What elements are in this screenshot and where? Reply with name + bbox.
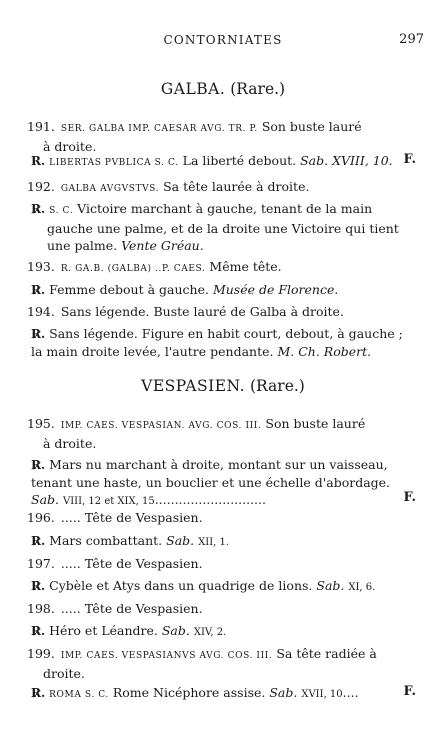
reverse-197: R̷. Cybèle et Atys dans un quadrige de lions. Sab. XI, 6. [31,578,376,593]
rarity-mark: F. [403,684,416,699]
reverse-198: R̷. Héro et Léandre. Sab. XIV, 2. [31,623,227,638]
section-heading-galba: GALBA. (Rare.) [160,80,286,98]
entry-191: 191. SER. GALBA IMP. CAESAR AVG. TR. P. Son buste lauré à droite. [27,119,362,154]
reverse-199: R̷. ROMA S. C. Rome Nicéphore assise. Sab. XVII, 10.... [31,685,359,700]
entry-195: 195. IMP. CAES. VESPASIAN. AVG. COS. III. Son buste lauré à droite. [27,416,366,451]
reverse-195: R̷. Mars nu marchant à droite, montant sur un vaisseau, tenant une haste, un bouclier et une échelle d'abordage. Sab. VIII, 12 et XIX, 15............................ [31,457,391,507]
running-head [0,33,446,49]
entry-196: 196. ..... Tête de Vespasien. [27,510,203,525]
reverse-192: R̷. S. C. Victoire marchant à gauche, tenant de la main gauche une palme, et de la droite une Victoire qui tient une palme. Vente Gréau. [31,201,399,253]
reverse-191: R. LIBERTAS PVBLICA S. C. La liberté debout. Sab. XVIII, 10. [31,153,393,168]
entry-193: 193. R. GA.B. (GALBA) ..P. CAES. Même tête. [27,259,282,274]
entry-199: 199. IMP. CAES. VESPASIANVS AVG. COS. III. Sa tête radiée à droite. [27,646,377,681]
page-number: 297 [399,32,424,47]
entry-194: 194. Sans légende. Buste lauré de Galba à droite. [27,304,344,319]
rarity-mark: F. [403,152,416,167]
reverse-194: R̷. Sans légende. Figure en habit court, debout, à gauche ; la main droite levée, l'autre pendante. M. Ch. Robert. [31,326,403,359]
entry-198: 198. ..... Tête de Vespasien. [27,601,203,616]
running-title: CONTORNIATES [163,33,283,47]
entry-197: 197. ..... Tête de Vespasien. [27,556,203,571]
reverse-196: R̷. Mars combattant. Sab. XII, 1. [31,533,230,548]
reverse-193: R̷. Femme debout à gauche. Musée de Florence. [31,282,339,297]
entry-192: 192. GALBA AVGVSTVS. Sa tête laurée à droite. [27,179,310,194]
section-heading-vespasien: VESPASIEN. (Rare.) [141,377,305,395]
rarity-mark: F. [403,490,416,505]
